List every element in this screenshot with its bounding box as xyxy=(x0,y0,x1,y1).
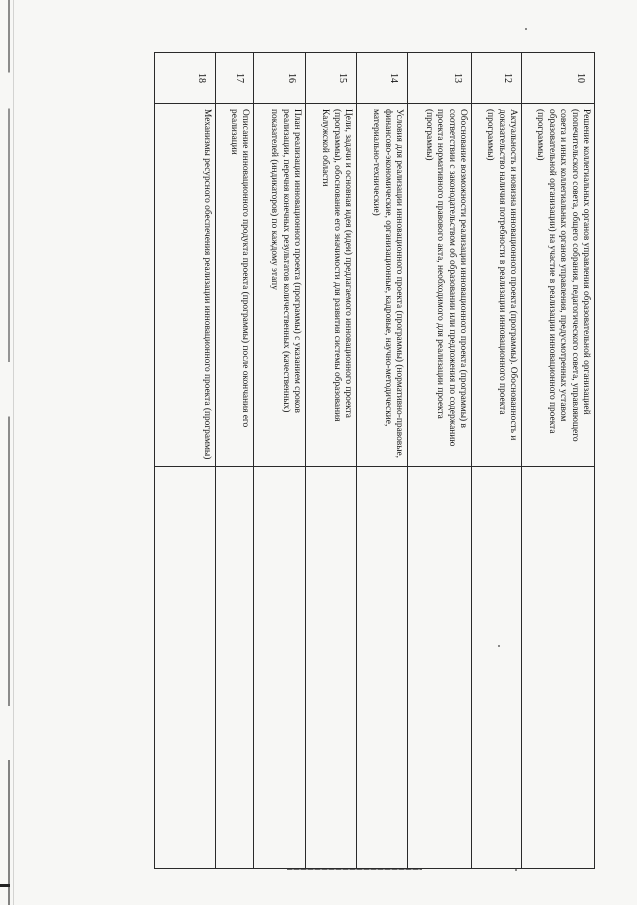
row-value-cell xyxy=(357,467,408,869)
row-number: 18 xyxy=(155,53,216,104)
row-description: Цели, задачи и основная идея (идеи) предлагаемого инновационного проекта (программы), обоснование его значимости для развития системы образования Калужской области xyxy=(306,104,357,467)
row-number: 12 xyxy=(472,53,522,104)
document-table-wrapper xyxy=(155,52,595,835)
row-value-cell xyxy=(306,467,357,869)
row-value-cell xyxy=(472,467,522,869)
row-value-cell xyxy=(254,467,306,869)
row-description: Решение коллегиальных органов управления образовательной организацией (попечительского совета, общего собрания, педагогического совета, управляющего совета и иных коллегиальных органов управления, предусмотренных уставом образовательной организации) на участие в реализации инновационного проекта (программы) xyxy=(522,104,595,467)
row-description: План реализации инновационного проекта (программы) с указанием сроков реализации, перечня конечных результатов количественных (качественных) показателей (индикаторов) по каждому этапу xyxy=(254,104,306,467)
row-value-cell xyxy=(155,467,216,869)
row-number: 10 xyxy=(522,53,595,104)
table-row xyxy=(408,53,472,869)
table-row xyxy=(216,53,254,869)
row-number: 14 xyxy=(357,53,408,104)
row-number: 17 xyxy=(216,53,254,104)
requirements-table xyxy=(154,52,595,869)
row-description: Обоснование возможности реализации инновационного проекта (программы) в соответствии с законодательством об образовании или предложения по содержанию проекта нормативного правового акта, необходимого для реализации проекта (программы) xyxy=(408,104,472,467)
row-description: Актуальность и новизна инновационного проекта (программы). Обоснованность и доказательство наличия потребности в реализации инновационного проекта (программы) xyxy=(472,104,522,467)
row-value-cell xyxy=(522,467,595,869)
row-number: 16 xyxy=(254,53,306,104)
scan-edge-line xyxy=(13,0,14,905)
rotated-table-container xyxy=(155,52,595,835)
table-row xyxy=(155,53,216,869)
table-row xyxy=(522,53,595,869)
row-description: Механизмы ресурсного обеспечения реализации инновационного проекта (программы) xyxy=(155,104,216,467)
scan-speck xyxy=(525,28,527,30)
row-number: 15 xyxy=(306,53,357,104)
scan-edge-shadow xyxy=(8,0,10,905)
table-row xyxy=(357,53,408,869)
row-value-cell xyxy=(216,467,254,869)
table-row xyxy=(472,53,522,869)
table-row xyxy=(254,53,306,869)
row-value-cell xyxy=(408,467,472,869)
row-description: Условия для реализации инновационного проекта (программы) (нормативно-правовые, финансово-экономические, организационные, кадровые, научно-методические, материально-технические) xyxy=(357,104,408,467)
scan-speck xyxy=(515,869,517,871)
row-description: Описание инновационного продукта проекта (программы) после окончания его реализации xyxy=(216,104,254,467)
row-number: 13 xyxy=(408,53,472,104)
table-row xyxy=(306,53,357,869)
page-mark xyxy=(0,884,10,887)
